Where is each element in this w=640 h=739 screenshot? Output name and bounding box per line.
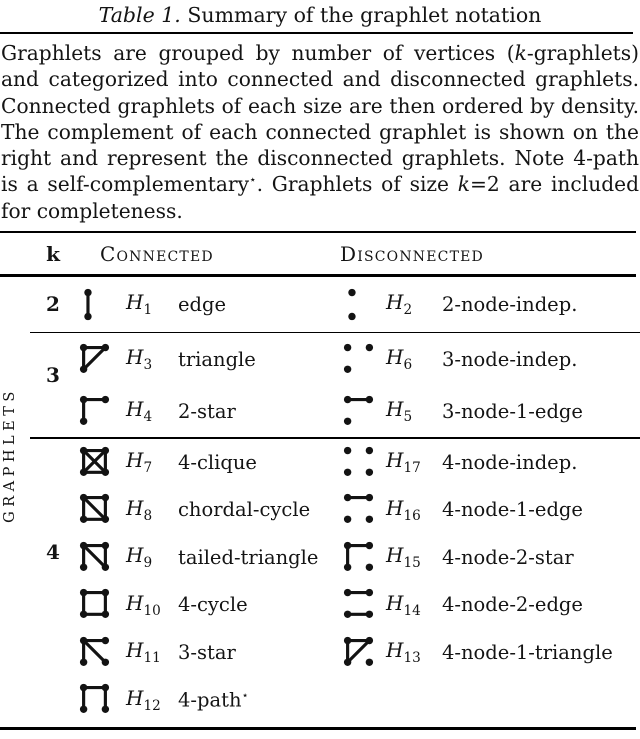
entry-connected xyxy=(76,586,340,623)
entry-connected xyxy=(76,393,340,430)
graphlet-row xyxy=(76,333,640,385)
graphlet-row xyxy=(76,385,640,437)
graphlet-id-subscript: 12 xyxy=(143,697,161,714)
glyph-slot xyxy=(76,539,126,576)
four-cycle-glyph-icon xyxy=(76,586,113,623)
tailed-triangle-glyph-icon xyxy=(76,539,113,576)
table-groups xyxy=(30,277,640,724)
caption-segment: =2 are included for completeness. xyxy=(1,172,639,223)
entry-disconnected xyxy=(340,444,640,481)
two-node-indep-glyph-icon xyxy=(340,286,377,323)
graphlet-id xyxy=(386,345,442,373)
graphlet-row xyxy=(76,581,640,629)
graphlet-id-subscript: 3 xyxy=(143,357,153,374)
entry-connected xyxy=(76,681,340,718)
graphlet-id xyxy=(386,496,442,524)
glyph-slot xyxy=(76,286,126,323)
graphlet-id xyxy=(386,290,442,318)
graphlet-row xyxy=(76,676,640,724)
graphlet-id-subscript: 10 xyxy=(143,602,161,619)
entry-disconnected xyxy=(340,491,640,528)
entry-disconnected xyxy=(340,539,640,576)
graphlet-id xyxy=(126,345,178,373)
graphlet-id xyxy=(386,591,442,619)
glyph-slot xyxy=(340,444,386,481)
caption-segment: -graphlets) and categorized into connected and disconnected graphlets. Connected graphlets of each size are then ordered by density. The complement of each connected graphlet is shown on the right and represent the disconnected graphlets. Note 4-path is a self-complementary xyxy=(1,41,639,197)
graphlet-id xyxy=(126,397,178,425)
caption-segment: ⋆ xyxy=(248,172,257,187)
entry-connected xyxy=(76,286,340,323)
graphlet-id xyxy=(126,686,178,714)
entry-connected xyxy=(76,341,340,378)
graphlet-name: 4-node-2-star xyxy=(442,545,574,569)
glyph-slot xyxy=(76,393,126,430)
graphlet-id xyxy=(126,638,178,666)
graphlet-id xyxy=(126,591,178,619)
graphlet-id-symbol: H xyxy=(126,638,144,663)
glyph-slot xyxy=(76,634,126,671)
four-path-glyph-icon xyxy=(76,681,113,718)
four-node-two-edge-glyph-icon xyxy=(340,586,377,623)
graphlet-id-subscript: 14 xyxy=(403,602,421,619)
graphlet-id-symbol: H xyxy=(126,495,144,520)
graphlet-name: 4-path⋆ xyxy=(178,688,249,712)
graphlet-name: triangle xyxy=(178,347,256,371)
graphlet-id-symbol: H xyxy=(386,397,404,422)
four-node-two-star-glyph-icon xyxy=(340,539,377,576)
group-rows xyxy=(76,277,640,332)
glyph-slot xyxy=(76,444,126,481)
graphlet-row xyxy=(76,534,640,582)
graphlet-id-subscript: 8 xyxy=(143,507,153,524)
four-node-indep-glyph-icon xyxy=(340,444,377,481)
graphlet-id-subscript: 2 xyxy=(403,302,413,319)
three-star-glyph-icon xyxy=(76,634,113,671)
glyph-slot xyxy=(340,286,386,323)
graphlet-name: 3-star xyxy=(178,640,236,664)
graphlet-name: 4-node-indep. xyxy=(442,450,578,474)
glyph-slot xyxy=(76,681,126,718)
table-title-label: Table 1. xyxy=(98,3,181,27)
k-value: 2 xyxy=(46,292,60,317)
glyph-slot xyxy=(76,586,126,623)
header-k: k xyxy=(46,241,60,266)
entry-connected xyxy=(76,539,340,576)
graphlet-id-subscript: 5 xyxy=(403,409,413,426)
graphlet-name-star: ⋆ xyxy=(241,688,249,703)
graphlet-id-subscript: 15 xyxy=(403,555,421,572)
graphlet-id xyxy=(126,543,178,571)
k-group-2 xyxy=(30,277,640,332)
graphlet-id-symbol: H xyxy=(386,590,404,615)
graphlet-id-subscript: 4 xyxy=(143,409,153,426)
graphlet-id xyxy=(386,397,442,425)
graphlet-id xyxy=(386,448,442,476)
graphlet-id-symbol: H xyxy=(386,543,404,568)
graphlet-id xyxy=(126,290,178,318)
graphlet-id-symbol: H xyxy=(386,638,404,663)
triangle-glyph-icon xyxy=(76,341,113,378)
graphlet-id-symbol: H xyxy=(126,345,144,370)
entry-disconnected xyxy=(340,634,640,671)
graphlet-id-subscript: 7 xyxy=(143,460,153,477)
glyph-slot xyxy=(340,586,386,623)
glyph-slot xyxy=(340,393,386,430)
header-connected: Connected xyxy=(100,241,214,266)
graphlet-id-symbol: H xyxy=(126,448,144,473)
entry-connected xyxy=(76,491,340,528)
entry-disconnected xyxy=(340,341,640,378)
table-body xyxy=(0,277,640,727)
graphlet-id-symbol: H xyxy=(386,495,404,520)
graphlet-id-subscript: 6 xyxy=(403,357,413,374)
graphlet-row xyxy=(76,629,640,677)
graphlet-row xyxy=(76,486,640,534)
graphlet-id-symbol: H xyxy=(386,345,404,370)
k-value: 4 xyxy=(46,539,60,564)
graphlet-id xyxy=(386,638,442,666)
graphlet-name: 2-star xyxy=(178,399,236,423)
graphlet-name: 4-cycle xyxy=(178,593,248,617)
four-clique-glyph-icon xyxy=(76,444,113,481)
graphlet-id-subscript: 1 xyxy=(143,302,153,319)
group-rows xyxy=(76,333,640,437)
glyph-slot xyxy=(340,634,386,671)
glyph-slot xyxy=(340,491,386,528)
graphlet-id-subscript: 11 xyxy=(143,650,161,667)
k-group-4 xyxy=(30,439,640,724)
table-header xyxy=(0,233,640,274)
graphlet-id xyxy=(126,448,178,476)
graphlet-id-symbol: H xyxy=(126,543,144,568)
glyph-slot xyxy=(340,539,386,576)
graphlet-id-subscript: 16 xyxy=(403,507,421,524)
three-node-indep-glyph-icon xyxy=(340,341,377,378)
graphlet-id-subscript: 13 xyxy=(403,650,421,667)
graphlet-id-subscript: 9 xyxy=(143,555,153,572)
k-value: 3 xyxy=(46,363,60,388)
caption-segment: k xyxy=(514,41,527,65)
graphlet-name: chordal-cycle xyxy=(178,498,311,522)
chordal-cycle-glyph-icon xyxy=(76,491,113,528)
table-bottom-rule xyxy=(0,727,636,730)
graphlet-name: tailed-triangle xyxy=(178,545,319,569)
graphlet-id-subscript: 17 xyxy=(403,460,421,477)
three-node-one-edge-glyph-icon xyxy=(340,393,377,430)
graphlet-id-symbol: H xyxy=(386,448,404,473)
graphlet-name: 2-node-indep. xyxy=(442,292,578,316)
graphlet-name: 4-node-2-edge xyxy=(442,593,583,617)
glyph-slot xyxy=(76,341,126,378)
graphlet-name: 3-node-indep. xyxy=(442,347,578,371)
caption-segment: . Graphlets of size xyxy=(256,172,458,197)
k-group-3 xyxy=(30,333,640,437)
entry-disconnected xyxy=(340,586,640,623)
entry-disconnected xyxy=(340,393,640,430)
caption-segment: Graphlets are grouped by number of vertices ( xyxy=(1,41,515,65)
side-label-graphlets: GRAPHLETS xyxy=(2,387,18,523)
graphlet-id-symbol: H xyxy=(126,590,144,615)
four-node-one-edge-glyph-icon xyxy=(340,491,377,528)
graphlet-id xyxy=(386,543,442,571)
graphlet-name: 4-node-1-edge xyxy=(442,498,583,522)
glyph-slot xyxy=(76,491,126,528)
graphlet-id-symbol: H xyxy=(386,290,404,315)
four-node-one-triangle-glyph-icon xyxy=(340,634,377,671)
graphlet-row xyxy=(76,277,640,332)
edge-glyph-icon xyxy=(76,286,113,323)
caption xyxy=(0,34,640,231)
entry-connected xyxy=(76,444,340,481)
graphlet-row xyxy=(76,439,640,487)
graphlet-name: 4-node-1-triangle xyxy=(442,640,613,664)
graphlet-name: edge xyxy=(178,292,227,316)
graphlet-id-symbol: H xyxy=(126,685,144,710)
caption-segment: k xyxy=(457,172,471,197)
header-disconnected: Disconnected xyxy=(340,241,484,266)
table-title-text: Summary of the graphlet notation xyxy=(180,3,542,27)
two-star-glyph-icon xyxy=(76,393,113,430)
table-title xyxy=(0,0,640,27)
graphlet-id-symbol: H xyxy=(126,397,144,422)
graphlet-name: 3-node-1-edge xyxy=(442,399,583,423)
entry-disconnected xyxy=(340,286,640,323)
entry-connected xyxy=(76,634,340,671)
glyph-slot xyxy=(340,341,386,378)
graphlet-id xyxy=(126,496,178,524)
graphlet-id-symbol: H xyxy=(126,290,144,315)
group-rows xyxy=(76,439,640,724)
graphlet-name: 4-clique xyxy=(178,450,257,474)
